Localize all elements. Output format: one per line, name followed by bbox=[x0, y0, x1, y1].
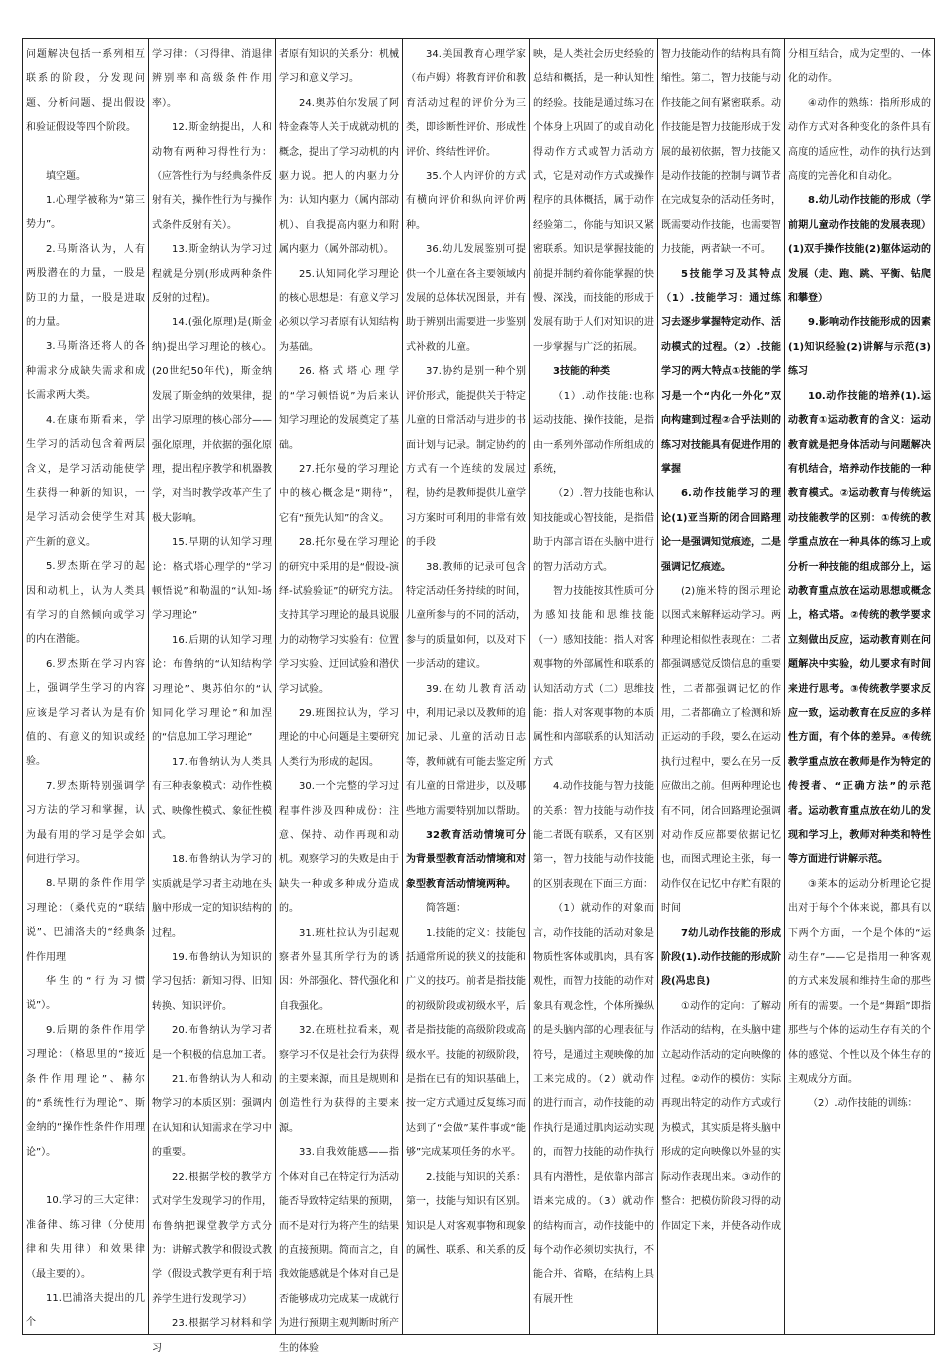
paragraph: 10.动作技能的培养(1).运动教育①运动教育的含义：运动教育就是把身体活动与问题解决有机结合，培养动作技能的一种教育模式。②运动教育与传统运动技能教学的区别：①传统的教学重点放在一种具体的练习上或分析一种技能的组成部分上，运动教育重点放在运动思想或概念上，格式塔。②传统的教学要求立刻做出反应，运动教育则在问题解决中实验，幼儿要求有时间来进行思考。③传统教学要求反应一致，运动教育在反应的多样性方面，有个体的差异。④传统教学重点放在教师是作为特定的传授者、“正确方法”的示范者。运动教育重点放在幼儿的发现和学习上，教师对种类和特性等方面进行讲解示范。 bbox=[788, 390, 931, 866]
paragraph: 7幼儿动作技能的形成阶段(1).动作技能的形成阶段(冯忠良) bbox=[661, 927, 781, 988]
paragraph: 29.班图拉认为，学习理论的中心问题是主要研究人类行为形成的起因。 bbox=[279, 707, 399, 768]
paragraph: 5技能学习及其特点（1）.技能学习：通过练习去逐步掌握特定动作、活动模式的过程。（2）.技能学习的两大特点①技能的学习是一个“内化一外化”双向构建到过程②合乎法则的练习对技能具有促进作用的掌握 bbox=[661, 268, 781, 475]
paragraph: （2）.智力技能也称认知技能或心智技能，是指借助于内部言语在头脑中进行的智力活动方式。 bbox=[533, 488, 654, 573]
paragraph: 32教育活动情境可分为背景型教育活动情境和对象型教育活动情境两种。 bbox=[406, 830, 526, 890]
paragraph: 2.技能与知识的关系：第一，技能与知识有区别。知识是人对客观事物和现象的属性、联系、和关系的反 bbox=[406, 1171, 526, 1256]
paragraph: (2)施米特的图示理论以图式来解释运动学习。两种理论相似性表现在：二者都强调感觉反馈信息的重要性，二者都强调记忆的作用，二者都确立了检测和矫正运动的手段，要么在运动执行过程中，要么在另一反应做出之前。但两种理论也有不同，闭合回路理论强调对动作反应都要依据记忆也，而图式理论主张，每一动作仅在记忆中存贮有限的时间 bbox=[661, 585, 781, 915]
text-column-5 bbox=[530, 39, 658, 1335]
paragraph: 3技能的种类 bbox=[553, 366, 610, 378]
paragraph: 2.马斯洛认为，人有两股潜在的力量，一股是防卫的力量，一股是进取的力量。 bbox=[26, 243, 145, 329]
paragraph: 16.后期的认知学习理论：布鲁纳的“认知结构学习理论”、奥苏伯尔的“认知同化学习理论”和加涅的“信息加工学习理论” bbox=[152, 634, 272, 744]
paragraph: 34.美国教育心理学家（布卢姆）将教育评价和教育活动过程的评价分为三类，即诊断性评价、形成性评价、终结性评价。 bbox=[406, 49, 526, 158]
paragraph: 1.技能的定义：技能包括通常所说的狭义的技能和广义的技巧。前者是指技能的初级阶段或初级水平，后者是指技能的高级阶段或高级水平。技能的初级阶段，是指在已有的知识基础上，按一定方式通过反复练习而达到了“会做”某件事或“能够”完成某项任务的水平。 bbox=[406, 927, 526, 1159]
paragraph: 30.一个完整的学习过程事件涉及四种成份：注意、保持、动作再现和动机。观察学习的失败是由于缺失一种或多种成分造成的。 bbox=[279, 781, 399, 915]
text-column-1 bbox=[23, 39, 149, 1335]
text-column-6 bbox=[658, 39, 785, 1335]
paragraph: 9.影响动作技能形成的因素(1)知识经验(2)讲解与示范(3)练习 bbox=[788, 317, 931, 378]
paragraph: 27.托尔曼的学习理论中的核心概念是“期待”，它有“预先认知”的含义。 bbox=[279, 463, 399, 524]
paragraph: 分相互结合，成为定型的、一体化的动作。 bbox=[788, 49, 931, 85]
paragraph: 31.班杜拉认为引起观察者外显其所学行为的诱因：外部强化、替代强化和自我强化。 bbox=[279, 927, 399, 1012]
paragraph: 19.布鲁纳认为知识的学习包括：新知习得、旧知转换、知识评价。 bbox=[152, 952, 272, 1012]
paragraph: ④动作的熟练：指所形成的动作方式对各种变化的条件具有高度的适应性，动作的执行达到高度的完善化和自动化。 bbox=[788, 97, 931, 183]
paragraph: 21.布鲁纳认为人和动物学习的本质区别：强调内在认知和认知需求在学习中的重要。 bbox=[152, 1074, 272, 1159]
paragraph: 5.罗杰斯在学习的起因和动机上，认为人类具有学习的自然倾向或学习的内在潜能。 bbox=[26, 561, 145, 646]
paragraph: 23.根据学习材料和学习 bbox=[152, 1318, 272, 1354]
paragraph: 15.早期的认知学习理论：格式塔心理学的“学习顿悟说”和勒温的“认知-场学习理论” bbox=[152, 537, 272, 622]
paragraph: 11.巴浦洛夫提出的几个 bbox=[26, 1292, 145, 1329]
text-column-2 bbox=[149, 39, 276, 1354]
paragraph: 4.在康布斯看来，学生学习的活动包含着两层含义，是学习活动能使学生获得一种新的知识，一是学习活动会使学生对其产生新的意义。 bbox=[26, 414, 145, 548]
paragraph: 20.布鲁纳认为学习者是一个积极的信息加工者。 bbox=[152, 1025, 272, 1061]
text-column-7 bbox=[785, 39, 935, 1335]
paragraph: 者原有知识的关系分：机械学习和意义学习。 bbox=[279, 49, 399, 85]
paragraph: 18.布鲁纳认为学习的实质就是学习者主动地在头脑中形成一定的知识结构的过程。 bbox=[152, 854, 272, 939]
paragraph: 9.后期的条件作用学习理论：（格思里的“接近条件作用理论”、赫尔的“系统性行为理论”、斯金纳的“操作性条件作用理论”）。 bbox=[26, 1024, 145, 1158]
paragraph: 简答题： bbox=[426, 903, 466, 915]
text-column-3 bbox=[276, 39, 403, 1354]
paragraph: 映，是人类社会历史经验的总结和概括，是一种认知性的经验。技能是通过练习在个体身上巩固了的或自动化得动作方式或智力活动方式，它是对动作方式或操作程序的具体概括，属于动作经验第二，你能与知识又紧密联系。知识是掌握技能的前提并制约着你能掌握的快慢、深浅，而技能的形成于发展有助于人们对知识的进一步掌握与广泛的拓展。 bbox=[533, 49, 654, 353]
paragraph: 1.心理学被称为“第三势力”。 bbox=[26, 195, 145, 231]
paragraph: 26.格式塔心理学的“学习顿悟说”为后来认知学习理论的发展奠定了基础。 bbox=[279, 366, 399, 451]
paragraph: （1）.动作技能:也称运动技能、操作技能，是指由一系列外部动作所组成的系统， bbox=[533, 390, 654, 475]
paragraph: 华生的“行为习惯说”）。 bbox=[26, 976, 145, 1012]
paragraph: 25.认知同化学习理论的核心思想是：有意义学习必须以学习者原有认知结构为基础。 bbox=[279, 268, 399, 353]
paragraph: 8.幼儿动作技能的形成（学前期儿童动作技能的发展表现）(1)双手操作技能(2)躯体运动的发展（走、跑、跳、平衡、钻爬和攀登） bbox=[788, 195, 931, 305]
paragraph: 12.斯金纳提出，人和动物有两种习得性行为：（应答性行为与经典条件反射有关，操作性行为与操作式条件反射有关）。 bbox=[152, 122, 272, 231]
paragraph: 学习律：（习得律、消退律辨别率和高级条件作用率）。 bbox=[152, 49, 272, 109]
paragraph: 24.奥苏伯尔发展了阿特金森等人关于成就动机的概念，提出了学习动机的内驱力说。把人的内驱力分为：认知内驱力（属内部动机）、自我提高内驱力和附属内驱力（属外部动机）。 bbox=[279, 97, 399, 256]
paragraph: 填空题。 bbox=[46, 170, 86, 182]
paragraph: 37.协约是别一种个别评价形式，能提供关于特定儿童的日常活动与进步的书面计划与记录。制定协约的方式有一个连续的发展过程，协约是教师提供儿童学习方案时可利用的非常有效的手段 bbox=[406, 366, 526, 549]
paragraph: 智力技能动作的结构具有简缩性。第二，智力技能与动作技能之间有紧密联系。动作技能是智力技能形成于发展的最初依据，智力技能又是动作技能的控制与调节者在完成复杂的活动任务时，既需要动作技能，也需要智力技能，两者缺一不可。 bbox=[661, 49, 781, 256]
paragraph: （1）就动作的对象而言，动作技能的活动对象是物质性客体或肌肉，具有客观性，而智力技能的动作对象具有观念性，个体所操纵的是头脑内部的心理表征与符号，是通过主观映像的加工来完成的。（2）就动作的进行而言，动作技能的动作执行是通过肌肉运动实现的，而智力技能的动作执行具有内潜性，是依靠内部言语来完成的。（3）就动作的结构而言，动作技能中的每个动作必须切实执行，不能合并、省略，在结构上具有展开性 bbox=[533, 903, 654, 1305]
paragraph: 22.根据学校的教学方式对学生发现学习的作用，布鲁纳把课堂教学方式分为：讲解式教学和假设式教学（假设式教学更有利于培养学生进行发现学习） bbox=[152, 1171, 272, 1305]
paragraph: 39.在幼儿教育活动中，利用记录以及教师的追加记录、儿童的活动日志等，教师就有可能去鉴定所有儿童的日常进步，以及哪些地方需要特别加以帮助。 bbox=[406, 683, 526, 817]
paragraph: ①动作的定向：了解动作活动的结构，在头脑中建立起动作活动的定向映像的过程。②动作的模仿：实际再现出特定的动作方式或行为模式，其实质是将头脑中形成的定向映像以外显的实际动作表现出来。③动作的整合：把模仿阶段习得的动作固定下来，并使各动作成 bbox=[661, 1000, 781, 1232]
paragraph: 4.动作技能与智力技能的关系：智力技能与动作技能二者既有联系，又有区别第一，智力技能与动作技能的区别表现在下面三方面： bbox=[533, 781, 654, 890]
paragraph: 7.罗杰斯特别强调学习方法的学习和掌握，认为最有用的学习是学会如何进行学习。 bbox=[26, 780, 145, 865]
text-column-4 bbox=[403, 39, 530, 1335]
paragraph: 13.斯金纳认为学习过程就是分别(形成两种条件反射的过程)。 bbox=[152, 244, 272, 305]
paragraph: 28.托尔曼在学习理论的研究中采用的是“假设-演绎-试验验证”的研究方法。支持其学习理论的最具说服力的动物学习实验有：位置学习实验、迂回试验和潜伏学习试验。 bbox=[279, 537, 399, 695]
paragraph: 35.个人内评价的方式有横向评价和纵向评价两种。 bbox=[406, 171, 526, 231]
document-page bbox=[22, 38, 935, 1354]
paragraph: 智力技能按其性质可分为感知技能和思维技能（一）感知技能：指人对客观事物的外部属性和联系的认知活动方式（二）思维技能：指人对客观事物的本质属性和内部联系的认知活动方式 bbox=[533, 585, 654, 768]
paragraph: （2）.动作技能的训练： bbox=[808, 1098, 918, 1110]
paragraph: 6.罗杰斯在学习内容上，强调学生学习的内容应该是学习者认为是有价值的、有意义的知识或经验。 bbox=[26, 658, 145, 768]
paragraph: 10.学习的三大定律：准备律、练习律（分使用律和失用律）和效果律（最主要的）。 bbox=[26, 1195, 145, 1280]
paragraph: 33.自我效能感——指个体对自己在特定行为活动能否导致特定结果的预期，而不是对行为将产生的结果的直接预期。简而言之，自我效能感就是个体对自己是否能够成功完成某一成就行为进行预期主观判断时所产生的体验 bbox=[279, 1147, 399, 1354]
paragraph: ③莱本的运动分析理论它提出对于每个个体来说，都具有以下两个方面，一个是个体的“运动生存”——它是指用一种客观的方式来发展和维持生命的那些所有的需要。一个是“舞蹈”即指那些与个体的运动生存有关的个体的感觉、个性以及个体生存的主观成分方面。 bbox=[788, 878, 931, 1086]
paragraph: 17.布鲁纳认为人类具有三种表象模式：动作性模式、映像性模式、象征性模式。 bbox=[152, 756, 272, 841]
paragraph: 3.马斯洛还将人的各种需求分成缺失需求和成长需求两大类。 bbox=[26, 341, 145, 402]
paragraph: 36.幼儿发展鉴别可提供一个儿童在各主要领域内发展的总体状况图景，并有助于辨别出需要进一步鉴别式补救的儿童。 bbox=[406, 244, 526, 353]
paragraph: 38.教师的记录可包含特定活动任务持续的时间，儿童所参与的不同的活动，参与的质量如何，以及对下一步活动的建议。 bbox=[406, 561, 526, 671]
paragraph: 14.(强化原理)是(斯金纳)提出学习理论的核心。(20世纪50年代)，斯金纳发展了斯金纳的效果律，提出学习原理的核心部分——强化原理，并依据的强化原理，提出程序教学和机器教学，对当时教学改革产生了极大影响。 bbox=[152, 317, 272, 524]
paragraph: 8.早期的条件作用学习理论：（桑代克的“联结说”、巴浦洛夫的“经典条件作用理 bbox=[26, 878, 145, 963]
paragraph: 问题解决包括一系列相互联系的阶段，分发现问题、分析问题、提出假设和验证假设等四个阶段。 bbox=[26, 49, 145, 134]
paragraph: 32.在班杜拉看来，观察学习不仅是社会行为获得的主要来源，而且是规则和创造性行为获得的主要来源。 bbox=[279, 1025, 399, 1134]
paragraph: 6.动作技能学习的理论(1)亚当斯的闭合回路理论一是强调知觉痕迹，二是强调记忆痕迹。 bbox=[661, 488, 781, 573]
